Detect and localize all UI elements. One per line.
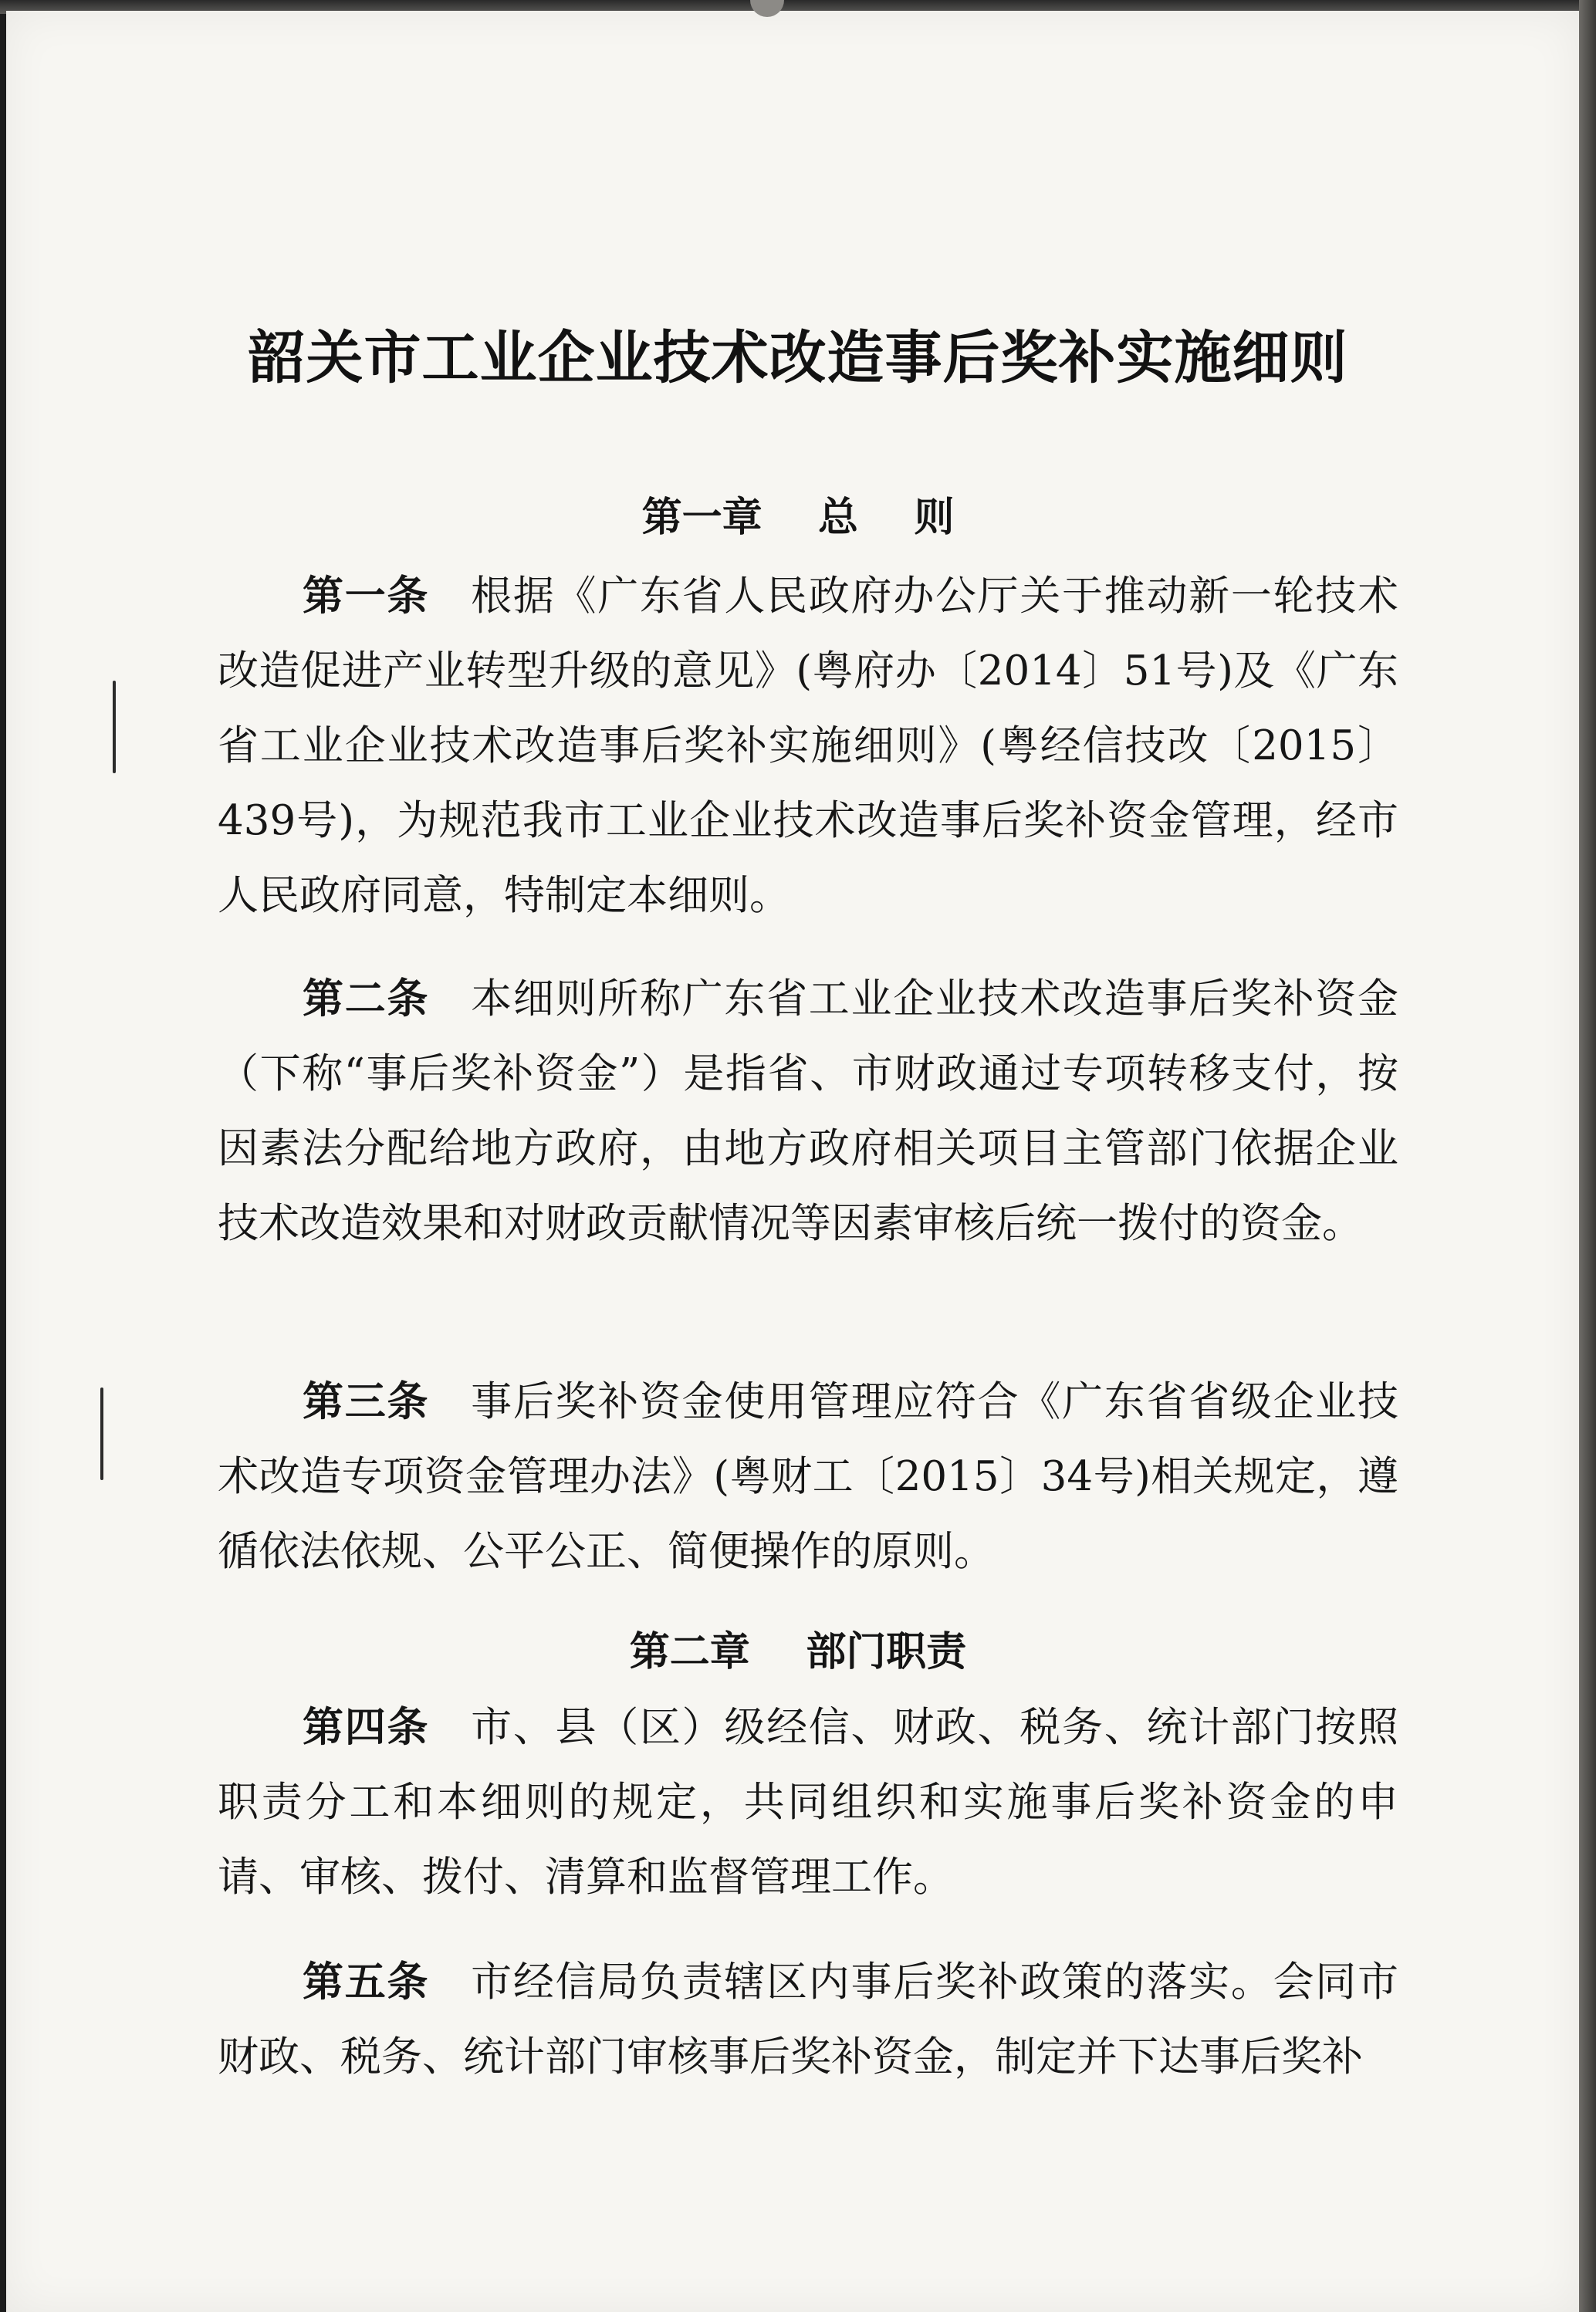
document-title: 韶关市工业企业技术改造事后奖补实施细则	[248, 325, 1348, 391]
article-text: 根据《广东省人民政府办公厅关于推动新一轮技术改造促进产业转型升级的意见》(粤府办〔2014〕51号)及《广东省工业企业技术改造事后奖补实施细则》(粤经信技改〔2015〕439号)，为规范我市工业企业技术改造事后奖补资金管理，经市人民政府同意，特制定本细则。	[218, 573, 1398, 919]
article-2	[218, 962, 1398, 1261]
chapter-heading-2: 第二章 部门职责	[629, 1628, 967, 1675]
article-number: 第四条	[303, 1703, 430, 1751]
article-text: 市经信局负责辖区内事后奖补政策的落实。会同市财政、税务、统计部门审核事后奖补资金，制定并下达事后奖补	[218, 1959, 1398, 2080]
article-number: 第二条	[303, 975, 430, 1022]
staple-mark-lower	[100, 1388, 103, 1480]
article-4	[218, 1690, 1398, 1915]
article-1	[218, 559, 1398, 933]
article-5	[218, 1945, 1398, 2094]
article-text: 本细则所称广东省工业企业技术改造事后奖补资金（下称“事后奖补资金”）是指省、市财政通过专项转移支付，按因素法分配给地方政府，由地方政府相关项目主管部门依据企业技术改造效果和对财政贡献情况等因素审核后统一拨付的资金。	[218, 975, 1398, 1247]
article-text: 市、县（区）级经信、财政、税务、统计部门按照职责分工和本细则的规定，共同组织和实施事后奖补资金的申请、审核、拨付、清算和监督管理工作。	[218, 1704, 1398, 1901]
article-3	[218, 1364, 1398, 1589]
article-text: 事后奖补资金使用管理应符合《广东省省级企业技术改造专项资金管理办法》(粤财工〔2015〕34号)相关规定，遵循依法依规、公平公正、简便操作的原则。	[218, 1378, 1398, 1575]
article-number: 第三条	[303, 1377, 430, 1425]
article-number: 第一条	[303, 572, 430, 620]
chapter-heading-1: 第一章 总 则	[641, 494, 955, 541]
article-number: 第五条	[303, 1958, 430, 2006]
staple-mark-upper	[113, 681, 116, 773]
